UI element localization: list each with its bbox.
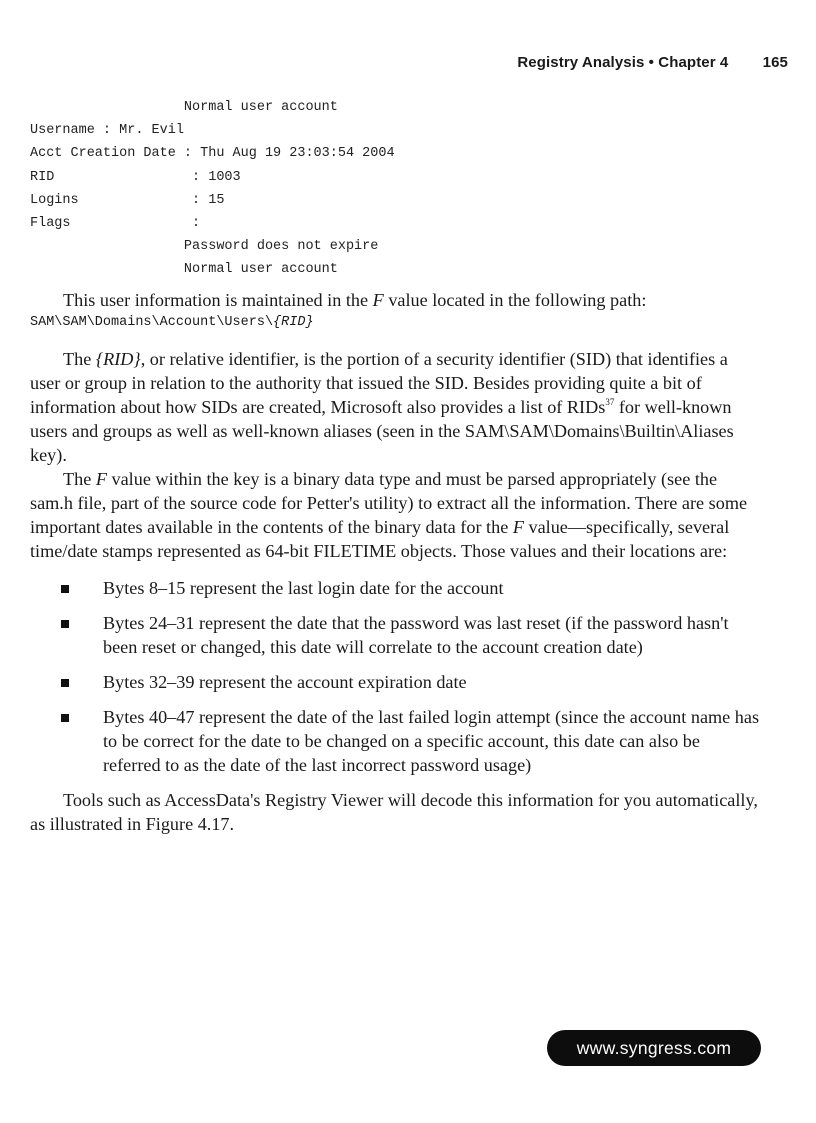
list-item: Bytes 40–47 represent the date of the last failed login attempt (since the account name has to be correct for the date to be changed on a specific account, this date can also be referred to as the date of the last incorrect password usage)	[30, 705, 760, 777]
running-header	[517, 54, 788, 71]
footnote-marker: 37	[605, 397, 615, 407]
list-item: Bytes 8–15 represent the last login date for the account	[30, 576, 760, 600]
bullet-square-icon	[61, 679, 69, 687]
filetime-offsets-list	[30, 576, 760, 777]
chapter-title: Registry Analysis • Chapter 4	[517, 54, 729, 71]
bullet-square-icon	[61, 714, 69, 722]
list-item: Bytes 24–31 represent the date that the password was last reset (if the password hasn't been reset or changed, this date will correlate to the account creation date)	[30, 611, 760, 659]
code-line: Flags :	[30, 215, 201, 231]
code-line: Normal user account	[30, 100, 338, 115]
list-item: Bytes 32–39 represent the account expiration date	[30, 670, 760, 694]
code-block	[30, 96, 395, 282]
registry-path: SAM\SAM\Domains\Account\Users\{RID}	[30, 315, 314, 330]
code-line: Normal user account	[30, 262, 338, 278]
publisher-url-badge: www.syngress.com	[547, 1030, 761, 1066]
code-line: Acct Creation Date : Thu Aug 19 23:03:54 2004	[30, 146, 395, 162]
paragraph-registry-viewer: Tools such as AccessData's Registry Viewer will decode this information for you automatically, as illustrated in Figure 4.17.	[30, 790, 758, 834]
bullet-square-icon	[61, 620, 69, 628]
page-number: 165	[762, 54, 788, 71]
code-line: RID : 1003	[30, 169, 241, 185]
body-text	[30, 288, 760, 836]
paragraph-f-value-location: This user information is maintained in the F value located in the following path:	[63, 290, 647, 310]
paragraph-rid-explanation: The {RID}, or relative identifier, is the portion of a security identifier (SID) that identifies a user or group in relation to the authority that issued the SID. Besides providing quite a bit of information about how SIDs are created, Microsoft also provides a list of RIDs$^{37}$ for well-known users and groups as well as well-known aliases (seen in the SAM\SAM\Domains\Builtin\Aliases key).	[30, 349, 734, 465]
bullet-square-icon	[61, 585, 69, 593]
code-line: Username : Mr. Evil	[30, 123, 184, 139]
code-line: Password does not expire	[30, 239, 379, 255]
code-line: Logins : 15	[30, 192, 225, 208]
paragraph-f-value-binary: The F value within the key is a binary data type and must be parsed appropriately (see the sam.h file, part of the source code for Petter's utility) to extract all the information. There are some important dates available in the contents of the binary data for the F value—specifically, several time/date stamps represented as 64-bit FILETIME objects. Those values and their locations are:	[30, 469, 748, 561]
